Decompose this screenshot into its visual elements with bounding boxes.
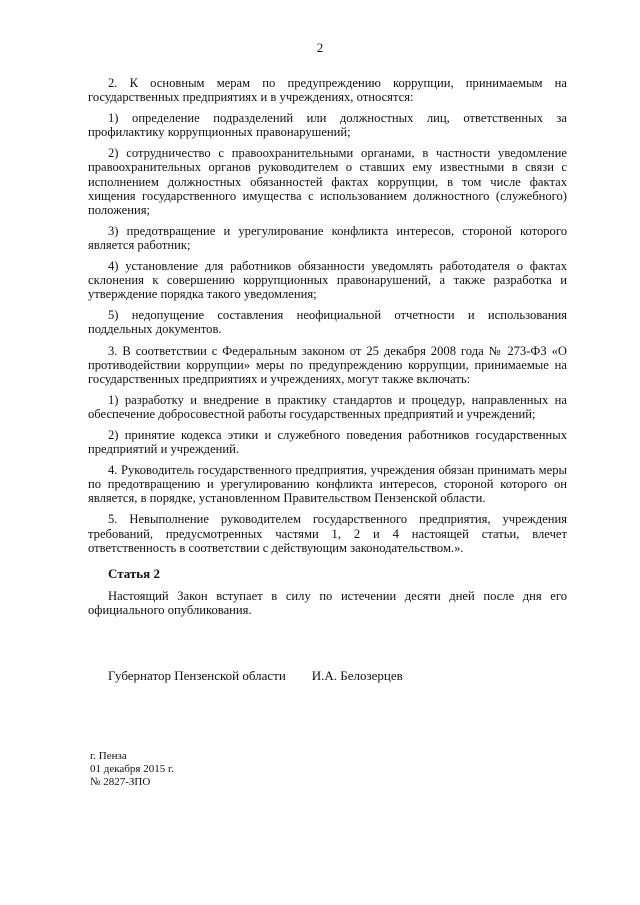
paragraph: 2) принятие кодекса этики и служебного поведения работников государственных предприятий и учреждений. (88, 427, 567, 457)
paragraph: 4. Руководитель государственного предприятия, учреждения обязан принимать меры по предотвращению и урегулированию конфликта интересов, стороной которого он является, в порядке, установленном Правительством Пензенской области. (88, 463, 567, 506)
document-footer (90, 750, 174, 788)
paragraph: 2) сотрудничество с правоохранительными органами, в частности уведомление правоохранительных органов руководителем о ставших ему известными в связи с исполнением должностных обязанностей фактах коррупции, в том числе фактах хищения государственного имущества с использованием должностного (служебного) положения; (88, 146, 567, 217)
page-number: 2 (316, 40, 324, 55)
article-2-heading: Статья 2 (108, 565, 160, 581)
paragraph: 1) разработку и внедрение в практику стандартов и процедур, направленных на обеспечение добросовестной работы государственных предприятий и учреждений; (88, 392, 567, 421)
paragraph: 1) определение подразделений или должностных лиц, ответственных за профилактику коррупционных правонарушений; (88, 111, 567, 140)
footer-number: № 2827-ЗПО (90, 775, 151, 788)
footer-city: г. Пенза (90, 750, 127, 762)
article-2-text: Настоящий Закон вступает в силу по истечении десяти дней после дня его официального опубликования. (88, 588, 567, 617)
paragraph: 4) установление для работников обязанности уведомлять работодателя о фактах склонения к совершению коррупционных правонарушений, а также разработка и утверждение порядка такого уведомления; (88, 259, 567, 302)
signature-title: Губернатор Пензенской области (108, 668, 286, 683)
signature-name: И.А. Белозерцев (311, 668, 403, 683)
footer-date: 01 декабря 2015 г. (90, 762, 174, 775)
paragraph: 5. Невыполнение руководителем государственного предприятия, учреждения требований, предусмотренных частями 1, 2 и 4 настоящей статьи, влечет ответственность в соответствии с действующим законодательством.». (88, 512, 567, 555)
paragraph: 5) недопущение составления неофициальной отчетности и использования поддельных документов. (88, 308, 567, 337)
document-body (88, 76, 567, 624)
signature-block (108, 668, 403, 684)
paragraph: 2. К основным мерам по предупреждению коррупции, принимаемым на государственных предприятиях и в учреждениях, относятся: (88, 76, 567, 105)
paragraph: 3) предотвращение и урегулирование конфликта интересов, стороной которого является работник; (88, 223, 567, 252)
paragraph: 3. В соответствии с Федеральным законом от 25 декабря 2008 года № 273-ФЗ «О противодействии коррупции» меры по предупреждению коррупции, принимаемые на государственных предприятиях и учреждениях, могут также включать: (88, 343, 567, 386)
